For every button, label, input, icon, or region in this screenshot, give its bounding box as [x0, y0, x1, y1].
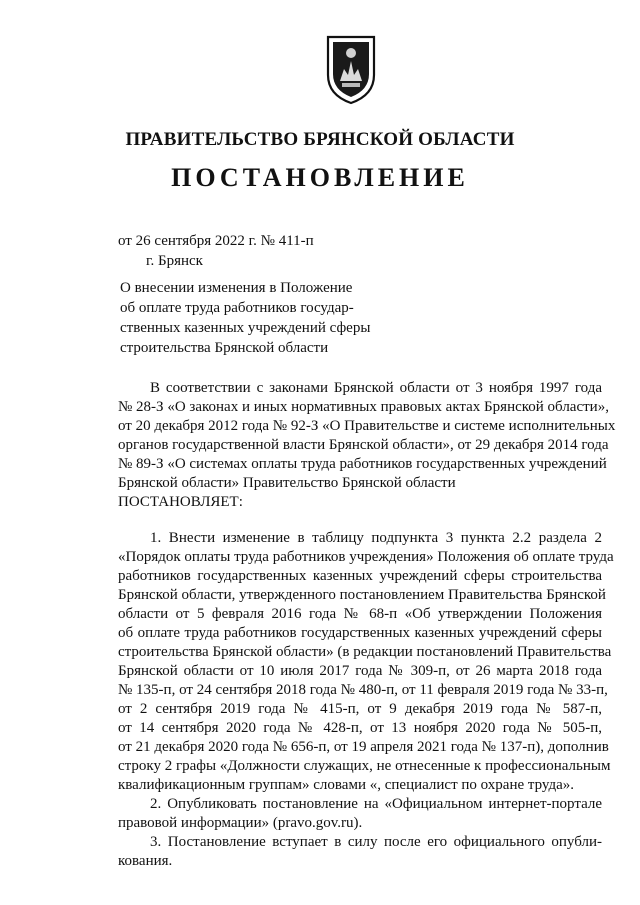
text-line: от 21 декабря 2020 года № 656-п, от 19 апреля 2021 года № 137-п), дополнив — [118, 739, 609, 755]
organization-title: ПРАВИТЕЛЬСТВО БРЯНСКОЙ ОБЛАСТИ — [125, 129, 515, 150]
text-line: 1. Внести изменение в таблицу подпункта 3 пункта 2.2 раздела 2 — [150, 530, 602, 546]
text-line: строку 2 графы «Должности служащих, не отнесенные к профессиональным — [118, 758, 611, 774]
item-1-paragraph — [118, 529, 614, 795]
text-line: квалификационным группам» словами «, специалист по охране труда». — [118, 777, 575, 793]
coat-of-arms-icon — [322, 31, 380, 107]
subject-line: об оплате труда работников государ- — [120, 300, 354, 316]
document-type: ПОСТАНОВЛЕНИЕ — [171, 163, 469, 192]
text-line: строительства Брянской области» (в редакции постановлений Правительства — [118, 644, 612, 660]
item-3-paragraph — [118, 833, 602, 871]
city: г. Брянск — [146, 253, 203, 269]
text-line: № 89-З «О системах оплаты труда работников государственных учреждений — [118, 456, 607, 472]
text-line: об оплате труда работников государственных казенных учреждений сферы — [118, 625, 602, 641]
text-line: 2. Опубликовать постановление на «Официальном интернет-портале — [150, 796, 602, 812]
text-line: кования. — [118, 853, 173, 869]
subject-line: ственных казенных учреждений сферы — [120, 320, 371, 336]
item-2-paragraph — [118, 795, 602, 833]
document-subject — [120, 278, 380, 358]
subject-line: строительства Брянской области — [120, 340, 329, 356]
date-number-line: от 26 сентября 2022 г. № 411-п — [118, 233, 314, 249]
text-line: № 28-З «О законах и иных нормативных правовых актах Брянской области», — [118, 399, 609, 415]
text-line: «Порядок оплаты труда работников учреждения» Положения об оплате труда — [118, 549, 614, 565]
text-line: Брянской области от 10 июля 2017 года № 309-п, от 26 марта 2018 года — [118, 663, 602, 679]
document-body — [118, 379, 616, 871]
subject-line: О внесении изменения в Положение — [120, 280, 353, 296]
text-line: области от 5 февраля 2016 года № 68-п «Об утверждении Положения — [118, 606, 602, 622]
text-line: работников государственных казенных учреждений сферы строительства — [118, 568, 602, 584]
text-line: правовой информации» (pravo.gov.ru). — [118, 815, 363, 831]
resolves-word: ПОСТАНОВЛЯЕТ: — [118, 494, 243, 510]
preamble-paragraph — [118, 379, 616, 512]
text-line: Брянской области» Правительство Брянской области — [118, 475, 456, 491]
text-line: от 14 сентября 2020 года № 428-п, от 13 ноября 2020 года № 505-п, — [118, 720, 602, 736]
text-line: от 2 сентября 2019 года № 415-п, от 9 декабря 2019 года № 587-п, — [118, 701, 602, 717]
text-line: Брянской области, утвержденного постановлением Правительства Брянской — [118, 587, 606, 603]
text-line: от 20 декабря 2012 года № 92-З «О Правительстве и системе исполнительных — [118, 418, 616, 434]
text-line: 3. Постановление вступает в силу после его официального опубли- — [150, 834, 602, 850]
text-line: органов государственной власти Брянской области», от 29 декабря 2014 года — [118, 437, 609, 453]
text-line: В соответствии с законами Брянской области от 3 ноября 1997 года — [150, 380, 602, 396]
text-line: № 135-п, от 24 сентября 2018 года № 480-п, от 11 февраля 2019 года № 33-п, — [118, 682, 608, 698]
